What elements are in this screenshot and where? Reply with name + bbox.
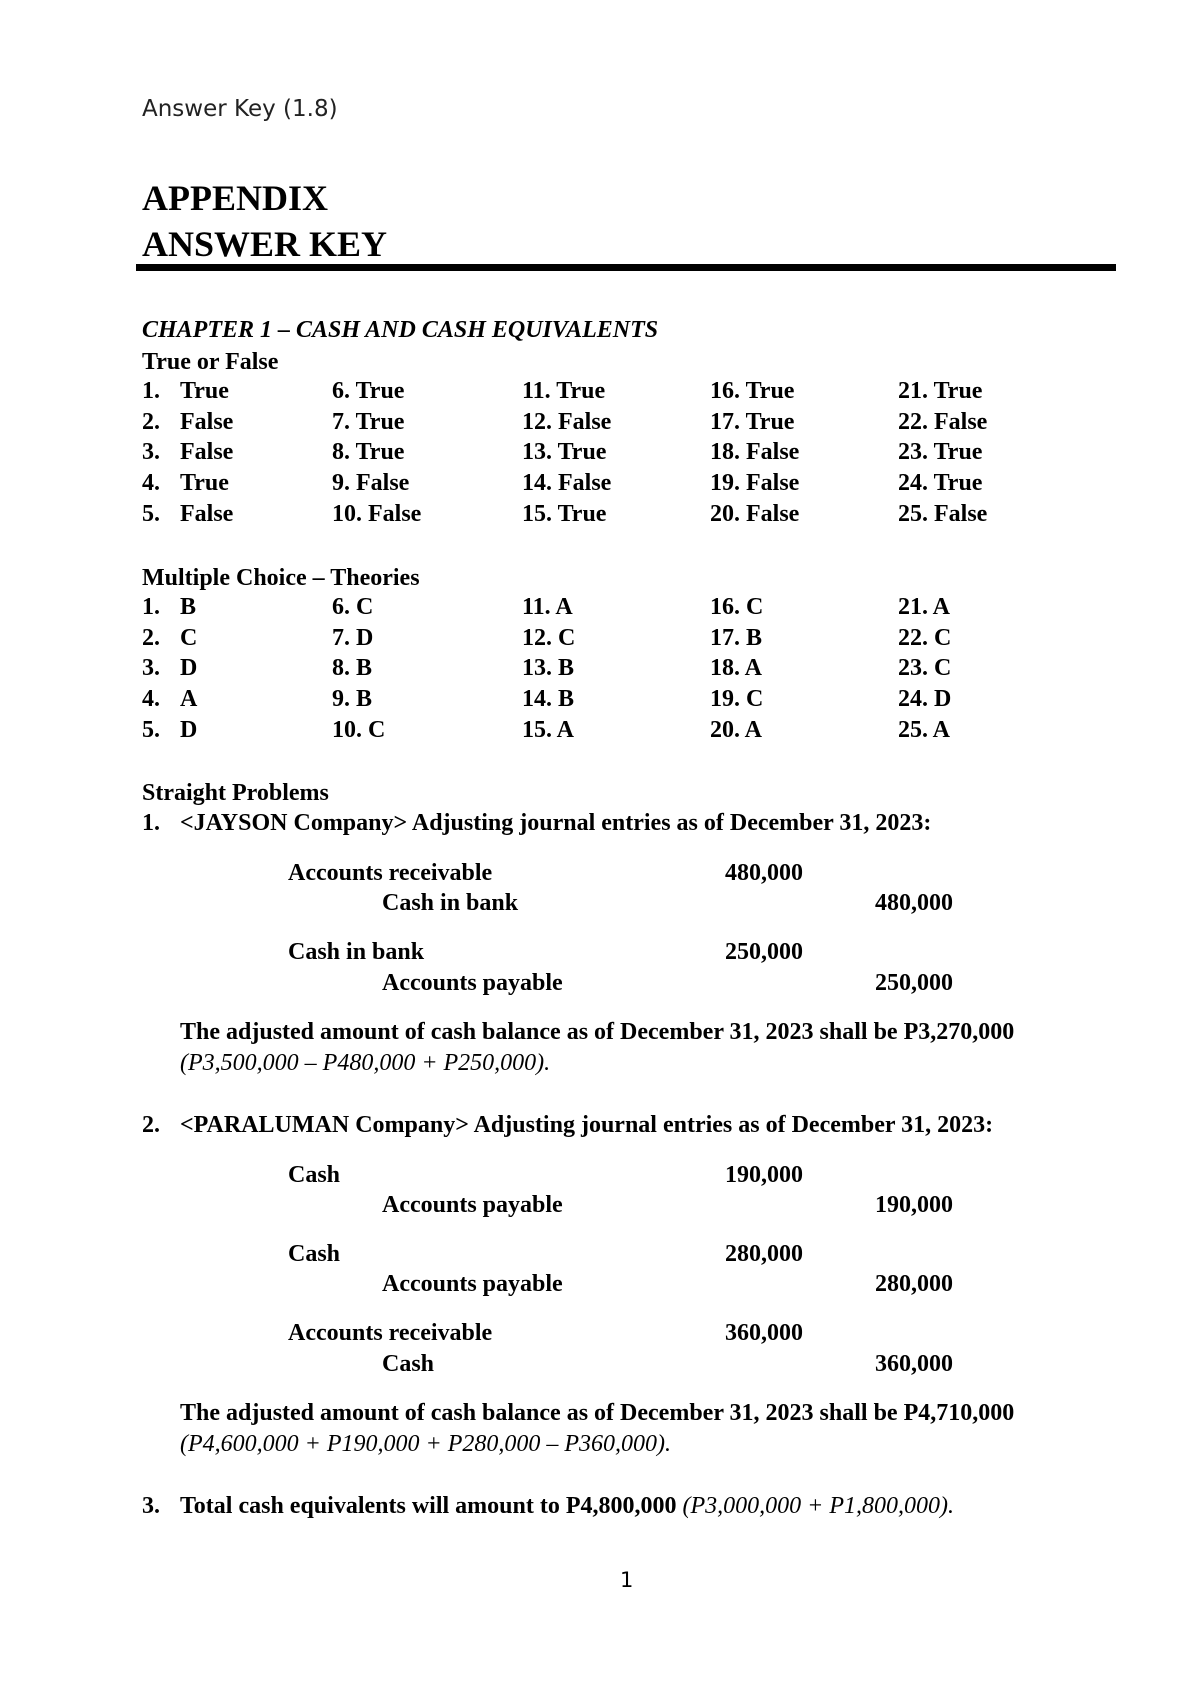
journal-debit-amount: 480,000 bbox=[725, 860, 803, 886]
answer-cell: 25. False bbox=[898, 500, 988, 527]
header-note: Answer Key (1.8) bbox=[142, 96, 338, 122]
answer-cell: 13. B bbox=[522, 655, 575, 682]
answer-cell: 12. False bbox=[522, 408, 612, 435]
journal-debit-account: Accounts receivable bbox=[288, 1320, 493, 1346]
multiple-choice-grid bbox=[142, 594, 1102, 747]
journal-debit-amount: 360,000 bbox=[725, 1320, 803, 1346]
title-answer-key: ANSWER KEY bbox=[142, 224, 388, 264]
answer-cell: 13. True bbox=[522, 439, 607, 466]
journal-credit-account: Cash bbox=[382, 1351, 435, 1377]
answer-cell: 15. A bbox=[522, 716, 575, 743]
answer-cell: 1. True bbox=[142, 378, 229, 404]
journal-credit-amount: 360,000 bbox=[875, 1351, 953, 1377]
answer-cell: 3. D bbox=[142, 655, 198, 682]
answer-cell: 21. A bbox=[898, 594, 951, 620]
journal-credit-account: Cash in bank bbox=[382, 890, 519, 916]
answer-cell: 10. False bbox=[332, 500, 422, 527]
answer-cell: 6. C bbox=[332, 594, 374, 620]
answer-cell: 6. True bbox=[332, 378, 405, 404]
multiple-choice-label: Multiple Choice – Theories bbox=[142, 565, 420, 591]
journal-debit-account: Cash in bank bbox=[288, 939, 425, 965]
title-appendix: APPENDIX bbox=[142, 178, 328, 218]
table-row bbox=[142, 409, 1102, 440]
answer-cell: 2. False bbox=[142, 408, 234, 435]
table-row bbox=[142, 501, 1102, 532]
page-number: 1 bbox=[620, 1568, 634, 1592]
table-row bbox=[142, 378, 1102, 409]
problem-3-formula: (P3,000,000 + P1,800,000). bbox=[682, 1493, 954, 1519]
answer-cell: 14. B bbox=[522, 686, 575, 713]
problem-2-heading: 2. <PARALUMAN Company> Adjusting journal entries as of December 31, 2023: bbox=[142, 1112, 994, 1138]
answer-cell: 12. C bbox=[522, 624, 576, 651]
answer-cell: 22. False bbox=[898, 408, 988, 435]
answer-cell: 5. False bbox=[142, 500, 234, 527]
answer-cell: 4. True bbox=[142, 470, 229, 497]
true-false-label: True or False bbox=[142, 349, 279, 375]
problem-1-result: The adjusted amount of cash balance as of December 31, 2023 shall be P3,270,000 bbox=[180, 1019, 1015, 1045]
table-row bbox=[142, 470, 1102, 501]
straight-problems-label: Straight Problems bbox=[142, 780, 329, 806]
answer-cell: 22. C bbox=[898, 624, 952, 651]
journal-credit-amount: 480,000 bbox=[875, 890, 953, 916]
answer-cell: 5. D bbox=[142, 716, 198, 743]
problem-1-heading: 1. <JAYSON Company> Adjusting journal entries as of December 31, 2023: bbox=[142, 810, 932, 836]
table-row bbox=[142, 439, 1102, 470]
answer-cell: 11. A bbox=[522, 594, 573, 620]
answer-cell: 3. False bbox=[142, 439, 234, 466]
true-false-grid bbox=[142, 378, 1102, 531]
title-divider bbox=[136, 264, 1116, 271]
answer-cell: 2. C bbox=[142, 624, 198, 651]
answer-cell: 23. True bbox=[898, 439, 983, 466]
answer-cell: 20. A bbox=[710, 716, 763, 743]
answer-cell: 16. C bbox=[710, 594, 764, 620]
answer-cell: 1. B bbox=[142, 594, 197, 620]
journal-debit-account: Accounts receivable bbox=[288, 860, 493, 886]
answer-cell: 25. A bbox=[898, 716, 951, 743]
journal-credit-account: Accounts payable bbox=[382, 970, 563, 996]
answer-cell: 7. D bbox=[332, 624, 374, 651]
answer-cell: 4. A bbox=[142, 686, 198, 713]
journal-debit-amount: 250,000 bbox=[725, 939, 803, 965]
journal-credit-amount: 190,000 bbox=[875, 1192, 953, 1218]
answer-cell: 15. True bbox=[522, 500, 607, 527]
answer-cell: 11. True bbox=[522, 378, 606, 404]
answer-cell: 21. True bbox=[898, 378, 983, 404]
answer-cell: 19. False bbox=[710, 470, 800, 497]
journal-credit-account: Accounts payable bbox=[382, 1271, 563, 1297]
answer-cell: 8. True bbox=[332, 439, 405, 466]
journal-credit-amount: 280,000 bbox=[875, 1271, 953, 1297]
answer-cell: 17. B bbox=[710, 624, 763, 651]
table-row bbox=[142, 594, 1102, 625]
answer-cell: 23. C bbox=[898, 655, 952, 682]
answer-cell: 16. True bbox=[710, 378, 795, 404]
answer-cell: 8. B bbox=[332, 655, 373, 682]
table-row bbox=[142, 625, 1102, 656]
table-row bbox=[142, 686, 1102, 717]
journal-debit-amount: 190,000 bbox=[725, 1162, 803, 1188]
journal-credit-amount: 250,000 bbox=[875, 970, 953, 996]
problem-3-text: 3. Total cash equivalents will amount to P4,800,000 (P3,000,000 + P1,800,000). bbox=[142, 1493, 954, 1519]
answer-cell: 10. C bbox=[332, 716, 386, 743]
answer-cell: 17. True bbox=[710, 408, 795, 435]
answer-cell: 24. D bbox=[898, 686, 952, 713]
answer-cell: 18. False bbox=[710, 439, 800, 466]
answer-cell: 9. False bbox=[332, 470, 410, 497]
answer-cell: 7. True bbox=[332, 408, 405, 435]
problem-2-formula: (P4,600,000 + P190,000 + P280,000 – P360,000). bbox=[180, 1431, 672, 1457]
answer-cell: 20. False bbox=[710, 500, 800, 527]
journal-credit-account: Accounts payable bbox=[382, 1192, 563, 1218]
answer-cell: 18. A bbox=[710, 655, 763, 682]
problem-1-formula: (P3,500,000 – P480,000 + P250,000). bbox=[180, 1050, 551, 1076]
journal-debit-amount: 280,000 bbox=[725, 1241, 803, 1267]
chapter-heading: CHAPTER 1 – CASH AND CASH EQUIVALENTS bbox=[142, 317, 659, 343]
answer-cell: 19. C bbox=[710, 686, 764, 713]
journal-debit-account: Cash bbox=[288, 1241, 341, 1267]
table-row bbox=[142, 717, 1102, 748]
table-row bbox=[142, 655, 1102, 686]
journal-debit-account: Cash bbox=[288, 1162, 341, 1188]
answer-cell: 24. True bbox=[898, 470, 983, 497]
problem-2-result: The adjusted amount of cash balance as of December 31, 2023 shall be P4,710,000 bbox=[180, 1400, 1015, 1426]
answer-cell: 9. B bbox=[332, 686, 373, 713]
answer-cell: 14. False bbox=[522, 470, 612, 497]
